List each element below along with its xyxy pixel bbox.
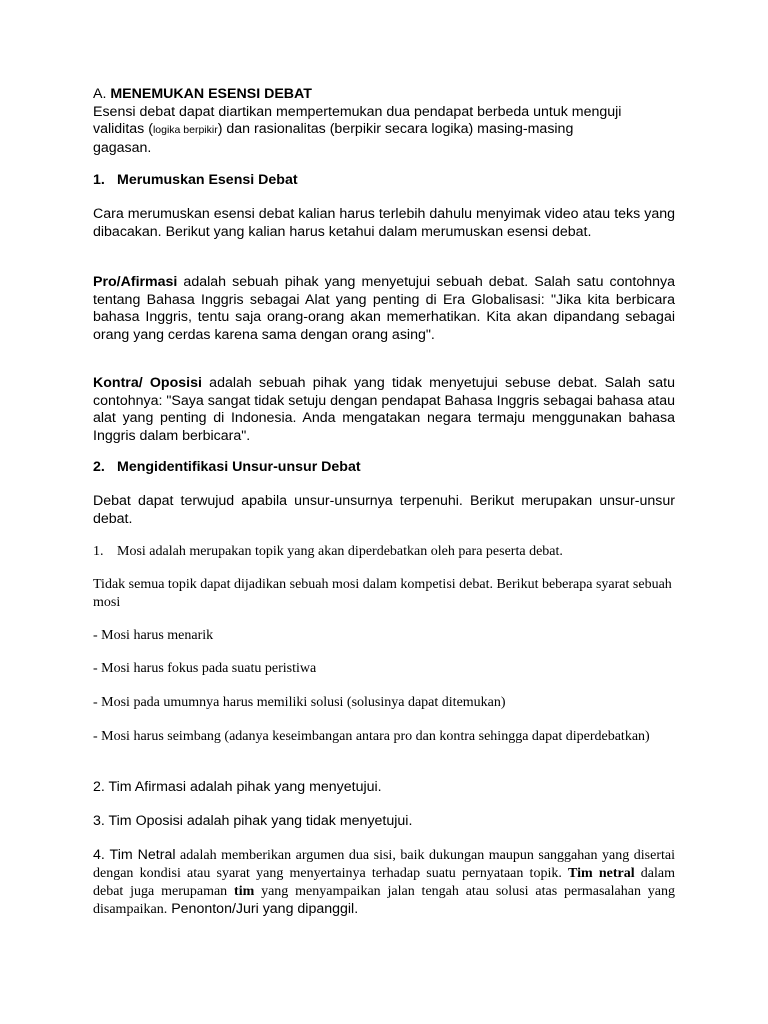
kontra-paragraph <box>93 375 675 445</box>
section-2-intro: Debat dapat terwujud apabila unsur-unsurnya terpenuhi. Berikut merupakan unsur-unsur debat. <box>93 493 675 527</box>
section-a-line-2-start: validitas ( <box>93 121 153 137</box>
syarat-item-1: - Mosi harus menarik <box>93 628 214 643</box>
item-4-bold-1: Tim netral <box>568 866 635 881</box>
item-1-text: Mosi adalah merupakan topik yang akan diperdebatkan oleh para peserta debat. <box>117 544 563 559</box>
section-2-number: 2. <box>93 459 105 475</box>
pro-paragraph <box>93 274 675 344</box>
section-a-prefix: A. <box>93 86 107 102</box>
item-2: 2. Tim Afirmasi adalah pihak yang menyetujui. <box>93 779 382 795</box>
section-a-line-2 <box>93 121 675 140</box>
kontra-text: adalah sebuah pihak yang tidak menyetujui sebuse debat. Salah satu contohnya: "Saya sangat tidak setuju dengan pendapat Bahasa Inggris sebagai bahasa atau alat yang penting di Indonesia. Anda mengatakan negara termaju menggunakan bahasa Inggris dalam berbicara". <box>93 375 676 444</box>
syarat-item-4: - Mosi harus seimbang (adanya keseimbangan antara pro dan kontra sehingga dapat diperdebatkan) <box>93 729 650 744</box>
mosi-intro: Tidak semua topik dapat dijadikan sebuah mosi dalam kompetisi debat. Berikut beberapa syarat sebuah mosi <box>93 577 672 610</box>
item-4-text-b: dalam debat juga merupaman <box>93 866 676 899</box>
kontra-term: Kontra/ Oposisi <box>93 375 202 391</box>
item-3: 3. Tim Oposisi adalah pihak yang tidak menyetujui. <box>93 813 413 829</box>
section-a-line-1: Esensi debat dapat diartikan mempertemukan dua pendapat berbeda untuk menguji <box>93 103 622 120</box>
item-4-text-a: adalah memberikan argumen dua sisi, baik dukungan maupun sanggahan yang disertai dengan kondisi atau syarat yang menyertainya terhadap suatu pernyataan topik. <box>93 848 675 881</box>
section-a-small-text: logika berpikir <box>152 124 218 136</box>
section-a-title: MENEMUKAN ESENSI DEBAT <box>110 86 312 102</box>
item-4-bold-2: tim <box>234 884 255 899</box>
item-4-lead: 4. Tim Netral <box>93 847 176 863</box>
section-a-line-2-end: ) dan rasionalitas (berpikir secara logika) masing-masing <box>217 121 574 137</box>
syarat-item-3: - Mosi pada umumnya harus memiliki solusi (solusinya dapat ditemukan) <box>93 695 506 710</box>
section-2-heading <box>93 459 675 477</box>
pro-text: adalah sebuah pihak yang menyetujui sebuah debat. Salah satu contohnya tentang Bahasa Inggris sebagai Alat yang penting di Era Globalisasi: "Jika kita berbicara bahasa Inggris, tentu saja orang-orang akan memerhatikan. Kita akan dipandang sebagai orang yang cerdas karena sama dengan orang asing". <box>93 274 675 343</box>
item-1-number: 1. <box>93 544 104 559</box>
item-1 <box>93 543 675 561</box>
item-4-text-c: yang menyampaikan jalan tengah atau solusi atas permasalahan yang disampaikan. <box>93 884 675 917</box>
section-a <box>93 86 675 157</box>
syarat-item-2: - Mosi harus fokus pada suatu peristiwa <box>93 661 317 676</box>
section-2-title: Mengidentifikasi Unsur-unsur Debat <box>117 459 361 475</box>
section-1-heading <box>93 172 675 190</box>
section-a-heading <box>93 86 675 104</box>
pro-term: Pro/Afirmasi <box>93 274 178 290</box>
section-1-title: Merumuskan Esensi Debat <box>117 172 298 188</box>
item-4-tail: Penonton/Juri yang dipanggil. <box>167 901 359 917</box>
section-1-intro: Cara merumuskan esensi debat kalian harus terlebih dahulu menyimak video atau teks yang dibacakan. Berikut yang kalian harus ketahui dalam merumuskan esensi debat. <box>93 206 675 240</box>
section-a-line-3: gagasan. <box>93 139 152 156</box>
section-1-number: 1. <box>93 172 105 188</box>
item-4 <box>93 847 675 919</box>
